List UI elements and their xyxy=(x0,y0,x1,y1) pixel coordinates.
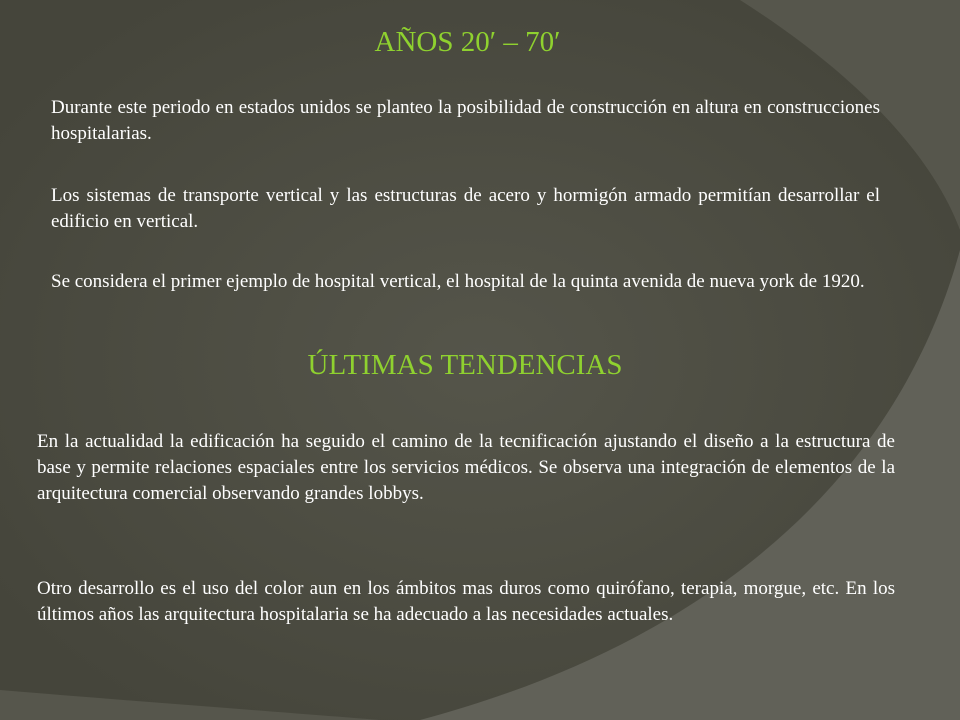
section-two-title: ÚLTIMAS TENDENCIAS xyxy=(307,349,623,381)
section-one-title: AÑOS 20′ – 70′ xyxy=(374,26,561,58)
section-two-paragraph-2: Otro desarrollo es el uso del color aun en los ámbitos mas duros como quirófano, terapia, morgue, etc. En los últimos años las arquitectura hospitalaria se ha adecuado a las necesidades actuales. xyxy=(37,578,895,625)
section-two-paragraph-1: En la actualidad la edificación ha seguido el camino de la tecnificación ajustando el diseño a la estructura de base y permite relaciones espaciales entre los servicios médicos. Se observa una integración de elementos de la arquitectura comercial observando grandes lobbys. xyxy=(37,431,895,504)
section-one-paragraph-3: Se considera el primer ejemplo de hospital vertical, el hospital de la quinta avenida de nueva york de 1920. xyxy=(51,271,865,292)
section-one-paragraph-2: Los sistemas de transporte vertical y las estructuras de acero y hormigón armado permitían desarrollar el edificio en vertical. xyxy=(51,185,880,232)
section-one-paragraph-1: Durante este periodo en estados unidos se planteo la posibilidad de construcción en altura en construcciones hospitalarias. xyxy=(51,97,880,144)
